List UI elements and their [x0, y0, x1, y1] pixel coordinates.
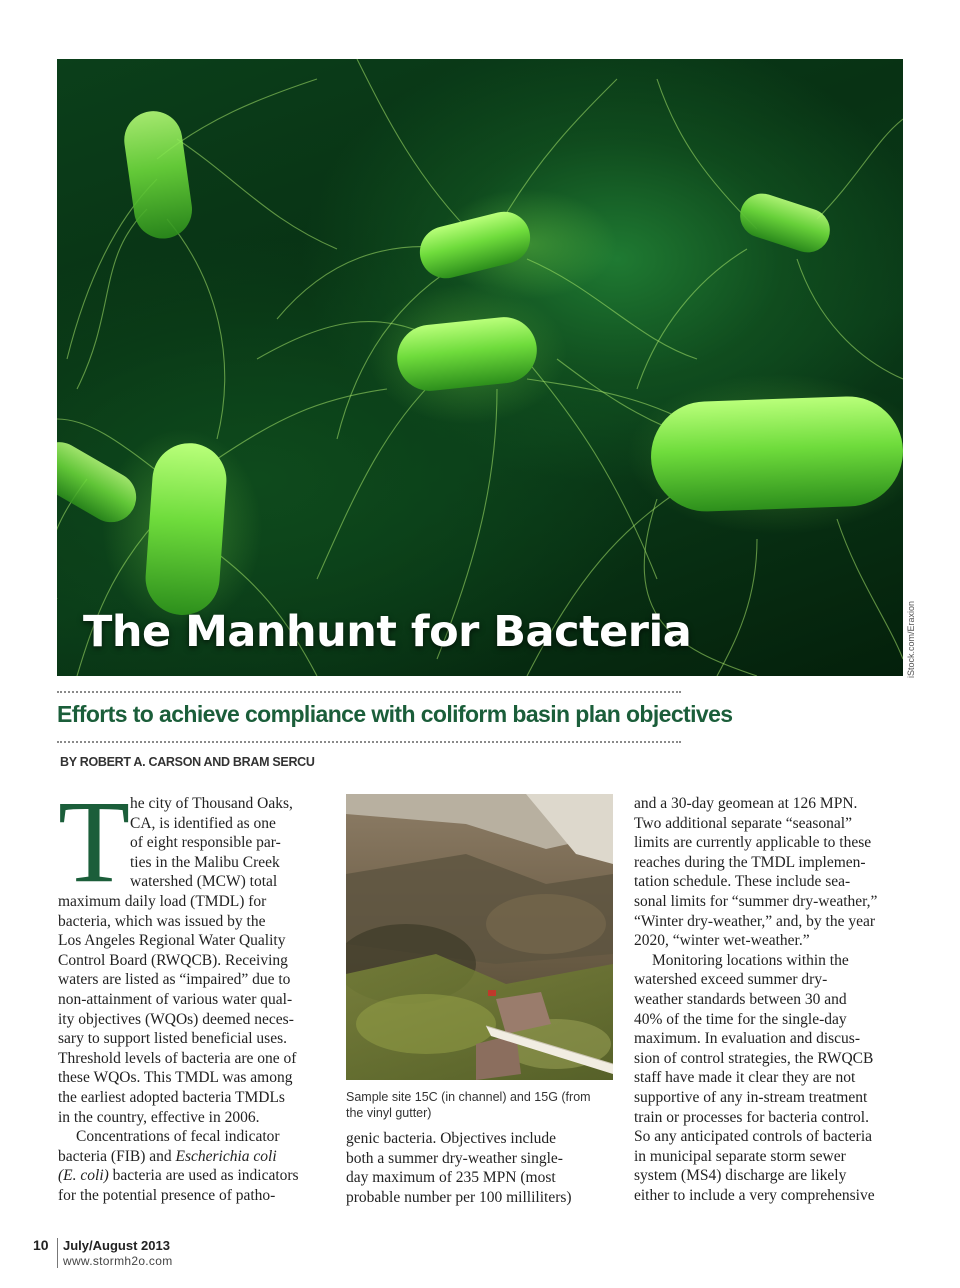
text-line: CA, is identified as one: [130, 814, 276, 832]
text-line: So any anticipated controls of bacteria: [634, 1128, 873, 1146]
text-line: [58, 1147, 326, 1167]
text-line: of eight responsible par-: [130, 834, 281, 852]
byline: BY ROBERT A. CARSON AND BRAM SERCU: [60, 755, 315, 769]
text-line: non-attainment of various water qual-: [58, 990, 293, 1008]
text-line: waters are listed as “impaired” due to: [58, 971, 291, 989]
caption-line: the vinyl gutter): [346, 1106, 432, 1120]
text-line: either to include a very comprehensive: [634, 1186, 875, 1204]
article-subtitle: Efforts to achieve compliance with coliform basin plan objectives: [57, 701, 733, 727]
text-line: ity objectives (WQOs) deemed neces-: [58, 1010, 294, 1028]
text-line: watershed exceed summer dry-: [634, 971, 828, 989]
issue-date: July/August 2013: [63, 1238, 170, 1253]
drop-cap: T: [58, 776, 131, 907]
text-line: watershed (MCW) total: [130, 873, 278, 891]
text-line: bacteria, which was issued by the: [58, 912, 266, 930]
text-line: sonal limits for “summer dry-weather,”: [634, 892, 878, 910]
text-line: in the country, effective in 2006.: [58, 1108, 260, 1126]
text-line: genic bacteria. Objectives include: [346, 1130, 557, 1147]
text-line: day maximum of 235 MPN (most: [346, 1169, 556, 1187]
text-line: the earliest adopted bacteria TMDLs: [58, 1088, 285, 1106]
text-segment: bacteria (FIB) and: [58, 1147, 172, 1165]
text-line: ties in the Malibu Creek: [130, 853, 280, 871]
text-line: these WQOs. This TMDL was among: [58, 1069, 293, 1087]
caption-line: Sample site 15C (in channel) and 15G (from: [346, 1090, 591, 1104]
photo-caption: [346, 1089, 616, 1121]
article-title: The Manhunt for Bacteria: [83, 607, 692, 657]
text-line: supportive of any in-stream treatment: [634, 1088, 868, 1106]
text-line: in municipal separate storm sewer: [634, 1147, 846, 1165]
hero-image: [57, 59, 903, 676]
text-line: tation schedule. These include sea-: [634, 873, 851, 891]
text-segment: bacteria are used as indicators: [112, 1167, 299, 1185]
text-line: reaches during the TMDL implemen-: [634, 853, 866, 871]
text-line: and a 30-day geomean at 126 MPN.: [634, 795, 858, 812]
text-line: sary to support listed beneficial uses.: [58, 1030, 288, 1048]
text-line: system (MS4) discharge are likely: [634, 1167, 847, 1185]
text-line: he city of Thousand Oaks,: [130, 795, 293, 812]
text-line: Threshold levels of bacteria are one of: [58, 1049, 297, 1067]
text-line: [58, 1166, 326, 1186]
text-line: probable number per 100 milliliters): [346, 1188, 572, 1206]
text-line: for the potential presence of patho-: [58, 1186, 276, 1204]
text-line: 2020, “winter wet-weather.”: [634, 932, 810, 950]
text-line: both a summer dry-weather single-: [346, 1149, 563, 1167]
text-line: weather standards between 30 and: [634, 990, 847, 1008]
divider-top: [57, 691, 681, 693]
text-line: 40% of the time for the single-day: [634, 1010, 847, 1028]
footer-divider: [57, 1238, 58, 1268]
text-line: limits are currently applicable to these: [634, 834, 872, 852]
text-line: train or processes for bacteria control.: [634, 1108, 869, 1126]
sample-site-photo: [346, 794, 613, 1080]
text-line: sion of control strategies, the RWQCB: [634, 1049, 874, 1067]
text-line: Monitoring locations within the: [652, 951, 849, 969]
text-line: Two additional separate “seasonal”: [634, 814, 852, 832]
divider-bottom: [57, 741, 681, 743]
species-name: Escherichia coli: [175, 1147, 277, 1165]
text-line: Control Board (RWQCB). Receiving: [58, 951, 288, 969]
photo-credit: iStock.com/Eraxion: [906, 600, 916, 678]
body-column-2: [346, 1129, 614, 1207]
bacteria-illustration: [57, 59, 903, 676]
text-line: Concentrations of fecal indicator: [76, 1128, 280, 1146]
body-column-1: [58, 776, 326, 1205]
text-line: maximum. In evaluation and discus-: [634, 1030, 860, 1048]
text-line: staff have made it clear they are not: [634, 1069, 856, 1087]
body-column-3: [634, 794, 906, 1205]
website-url: www.stormh2o.com: [63, 1254, 173, 1268]
species-abbrev: (E. coli): [58, 1167, 109, 1185]
page-number: 10: [33, 1237, 49, 1253]
text-line: maximum daily load (TMDL) for: [58, 892, 267, 910]
text-line: “Winter dry-weather,” and, by the year: [634, 912, 876, 930]
text-line: Los Angeles Regional Water Quality: [58, 932, 286, 950]
